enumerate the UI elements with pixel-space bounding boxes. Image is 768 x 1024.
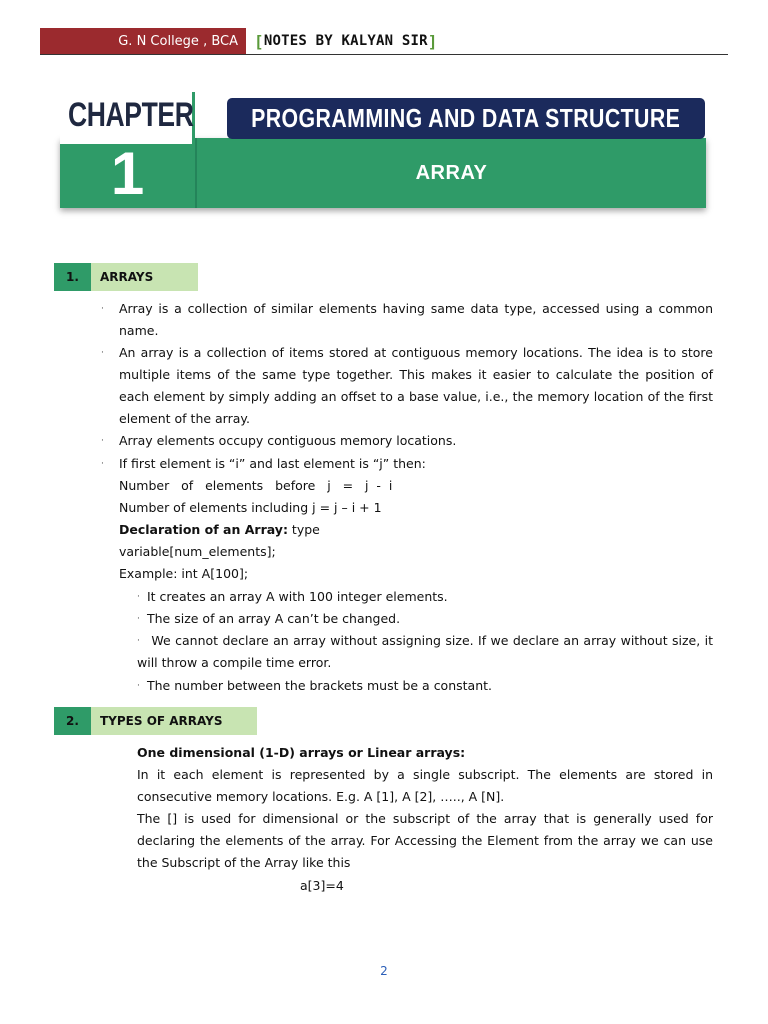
sub-bullet-text: The size of an array A can’t be changed.: [147, 611, 401, 626]
example-line: Example: int A[100];: [119, 566, 249, 581]
bullet-text: Array elements occupy contiguous memory locations.: [119, 433, 457, 448]
bullet-text: If first element is “i” and last element is “j” then:: [119, 456, 426, 471]
chapter-title-bar: [227, 98, 705, 139]
sub-bullet-text: The number between the brackets must be a constant.: [147, 678, 493, 693]
section-number: 1.: [54, 263, 91, 291]
chapter-label: CHAPTER: [68, 96, 194, 134]
section-number: 2.: [54, 707, 91, 735]
subheading: One dimensional (1-D) arrays or Linear arrays:: [137, 745, 466, 760]
code-example: a[3]=4: [300, 878, 344, 893]
notes-title: [254, 28, 438, 54]
sub-bullet-marker: ·: [137, 592, 140, 602]
bullet-marker: ·: [101, 304, 104, 314]
declaration-text: type: [287, 522, 320, 537]
sub-bullet-marker: ·: [137, 614, 140, 624]
chapter-subtitle: ARRAY: [415, 161, 488, 184]
chapter-number: 1: [110, 139, 145, 207]
bullet-text: Array is a collection of similar elements having same data type, accessed using a common name.: [119, 301, 713, 338]
bracket-open: [: [254, 31, 264, 51]
sub-bullet-text: It creates an array A with 100 integer elements.: [147, 589, 448, 604]
sub-bullet-marker: ·: [137, 636, 140, 646]
header-rule: [40, 54, 728, 55]
declaration-label: Declaration of an Array:: [119, 522, 288, 537]
college-label: G. N College , BCA: [40, 28, 246, 54]
bullet-text: An array is a collection of items stored at contiguous memory locations. The idea is to store multiple items of the same type together. This makes it easier to calculate the position of each element by simply adding an offset to a base value, i.e., the memory location of the first element of the array.: [119, 345, 713, 426]
declaration-line: [119, 519, 320, 541]
bracket-close: ]: [427, 31, 438, 51]
section-heading: ARRAYS: [91, 263, 198, 291]
bullet-marker: ·: [101, 436, 104, 446]
section-heading: TYPES OF ARRAYS: [91, 707, 257, 735]
bullet-marker: ·: [101, 459, 104, 469]
paragraph: In it each element is represented by a single subscript. The elements are stored in consecutive memory locations. E.g. A [1], A [2], ….., A [N].: [137, 767, 713, 804]
paragraph: The [] is used for dimensional or the subscript of the array that is generally used for declaring the elements of the array. For Accessing the Element from the array we can use the Subscript of the Array like this: [137, 811, 713, 870]
page-number: 2: [380, 964, 388, 978]
sub-bullet-text: We cannot declare an array without assigning size. If we declare an array without size, it will throw a compile time error.: [137, 633, 717, 670]
formula-line: Number of elements including j = j – i + 1: [119, 500, 382, 515]
sub-bullet-marker: ·: [137, 681, 140, 691]
declaration-syntax: variable[num_elements];: [119, 544, 276, 559]
bullet-marker: ·: [101, 348, 104, 358]
formula-line: Number of elements before j = j - i: [119, 478, 393, 493]
chapter-title: PROGRAMMING AND DATA STRUCTURE: [251, 103, 681, 133]
notes-label: NOTES BY KALYAN SIR: [263, 33, 428, 49]
